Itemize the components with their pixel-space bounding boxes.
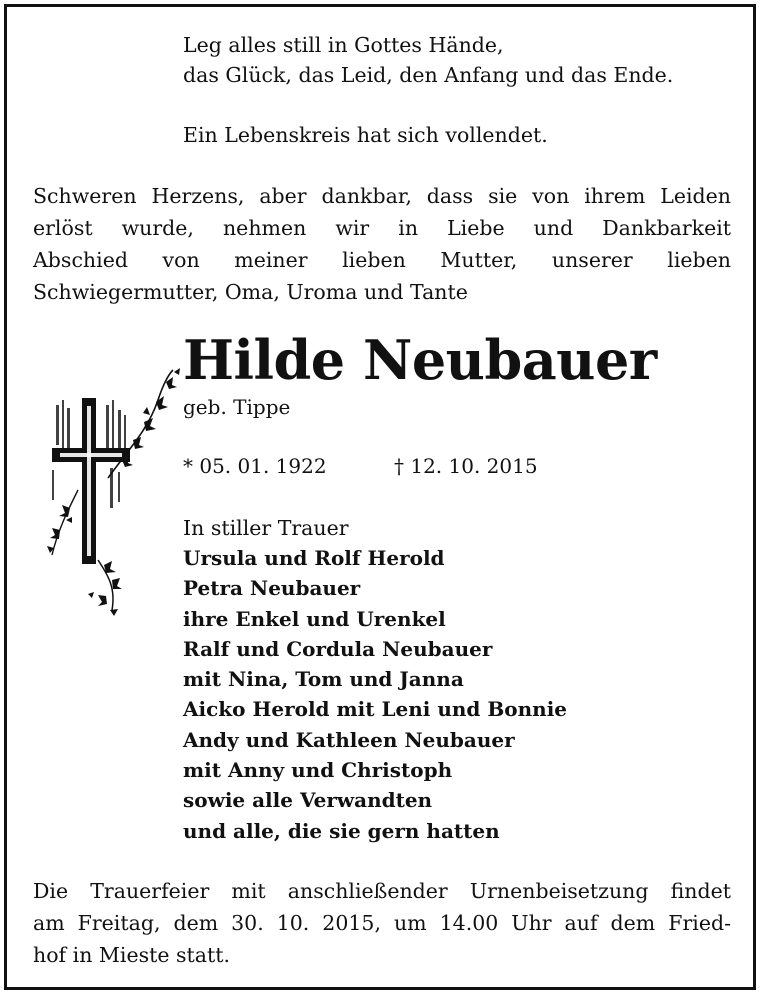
intro-line: Abschied von meiner lieben Mutter, unserer lieben: [33, 248, 731, 272]
poem-line: Ein Lebenskreis hat sich vollendet.: [183, 123, 548, 147]
funeral-line: hof in Mieste statt.: [33, 943, 230, 967]
maiden-name: geb. Tippe: [183, 395, 291, 419]
intro-line: Schwiegermutter, Oma, Uroma und Tante: [33, 280, 468, 304]
cross-with-ivy-icon: [38, 360, 188, 620]
mourners-list: [183, 543, 567, 846]
funeral-line: Die Trauerfeier mit anschließender Urnenbeisetzung findet: [33, 879, 731, 903]
mourner-entry: Petra Neubauer: [183, 576, 361, 601]
mourner-entry: mit Nina, Tom und Janna: [183, 667, 464, 692]
mourner-entry: mit Anny und Christoph: [183, 758, 453, 783]
death-date: † 12. 10. 2015: [394, 454, 538, 478]
mourner-entry: Ursula und Rolf Herold: [183, 546, 445, 570]
intro-paragraph: [33, 180, 731, 308]
funeral-line: am Freitag, dem 30. 10. 2015, um 14.00 Uhr auf dem Fried-: [33, 911, 731, 935]
mourning-heading: In stiller Trauer: [183, 516, 349, 540]
intro-line: Schweren Herzens, aber dankbar, dass sie von ihrem Leiden: [33, 184, 731, 208]
mourner-entry: ihre Enkel und Urenkel: [183, 606, 446, 631]
poem-line: Leg alles still in Gottes Hände,: [183, 33, 504, 57]
intro-line: erlöst wurde, nehmen wir in Liebe und Dankbarkeit: [33, 216, 731, 240]
birth-date: * 05. 01. 1922: [183, 454, 327, 478]
mourner-entry: Andy und Kathleen Neubauer: [183, 727, 515, 752]
funeral-details: [33, 875, 731, 971]
poem-verse: [183, 30, 673, 150]
poem-line: das Glück, das Leid, den Anfang und das Ende.: [183, 63, 674, 87]
mourner-entry: und alle, die sie gern hatten: [183, 818, 500, 843]
deceased-name: Hilde Neubauer: [183, 328, 657, 392]
mourner-entry: Aicko Herold mit Leni und Bonnie: [183, 697, 568, 722]
mourner-entry: Ralf und Cordula Neubauer: [183, 636, 493, 661]
poem-line-spacer: [183, 90, 673, 120]
cross-illustration: [38, 360, 188, 620]
mourner-entry: sowie alle Verwandten: [183, 788, 433, 813]
